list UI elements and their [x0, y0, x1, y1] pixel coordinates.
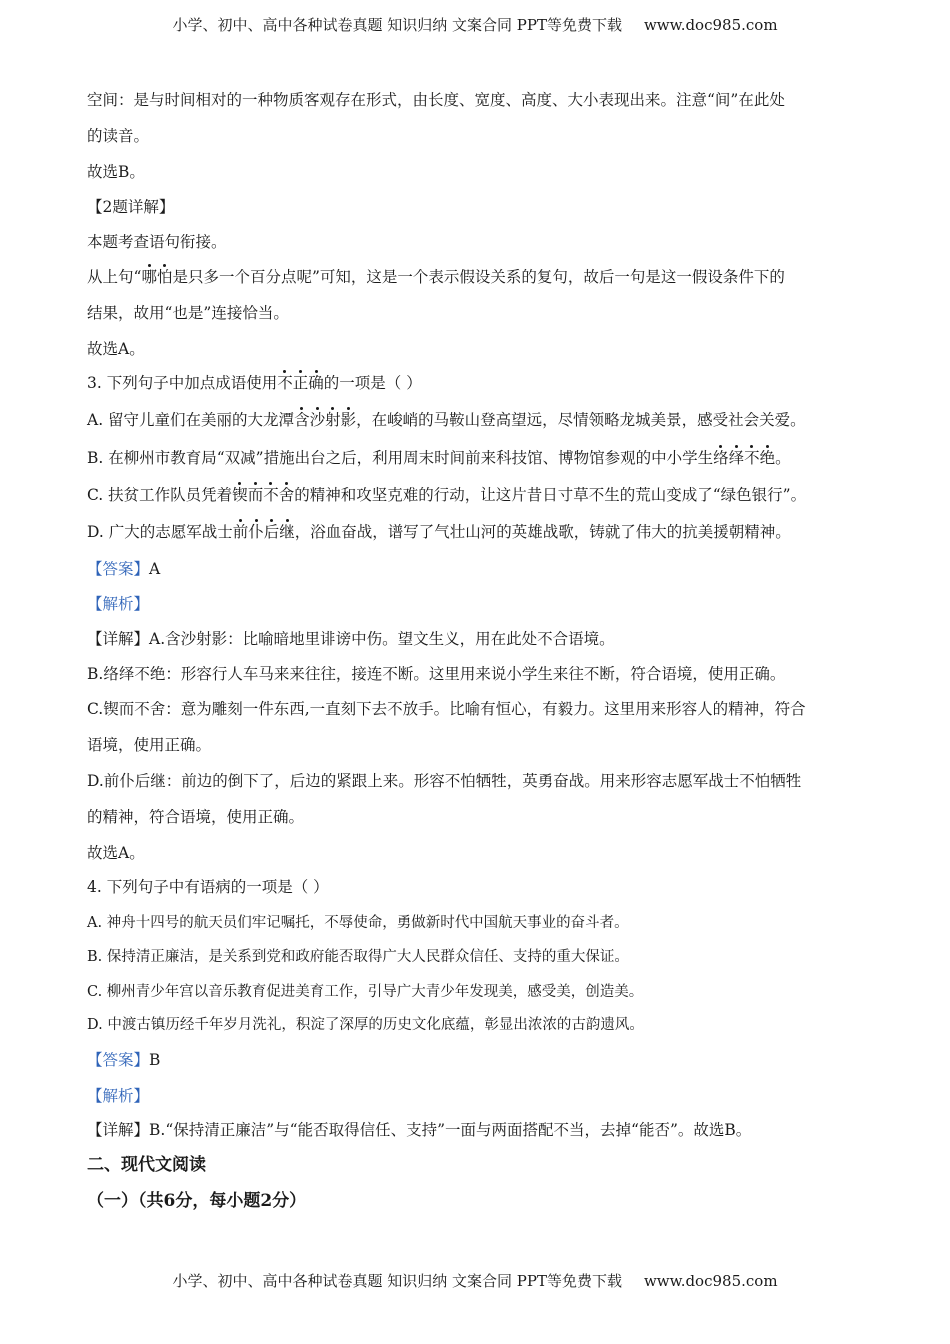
analysis-label: 【解析】	[87, 1087, 150, 1105]
header-site: www.doc985.com	[643, 16, 778, 34]
emphasis-char: 后	[263, 523, 280, 541]
emphasis-char: 不	[744, 449, 760, 467]
text-line: 故选A。	[87, 340, 145, 358]
emphasis-char: 不	[263, 486, 279, 504]
text-line: 结果，故用“也是”连接恰当。	[87, 304, 289, 322]
footer-text: 小学、初中、高中各种试卷真题 知识归纳 文案合同 PPT等免费下载	[172, 1272, 622, 1290]
emphasis-char: 射	[325, 411, 341, 429]
subanswer-heading: 【2题详解】	[87, 198, 175, 216]
emphasis-char: 仆	[248, 523, 264, 541]
text-line: 语境，使用正确。	[87, 736, 212, 754]
option-d: D. 中渡古镇历经千年岁月洗礼，积淀了深厚的历史文化底蕴，彰显出浓浓的古韵遗风。	[87, 1017, 644, 1033]
option-c: C. 柳州青少年宫以音乐教育促进美育工作，引导广大青少年发现美，感受美，创造美。	[87, 984, 644, 1000]
answer-4	[87, 1050, 160, 1070]
option-b: B. 在柳州市教育局“双减”措施出台之后，利用周末时间前来科技馆、博物馆参观的中小学生络绎不绝。	[87, 449, 791, 467]
text-line: 空间：是与时间相对的一种物质客观存在形式，由长度、宽度、高度、大小表现出来。注意“间”在此处	[87, 91, 785, 109]
footer-site: www.doc985.com	[643, 1272, 778, 1290]
text-line: 【详解】B.“保持清正廉洁”与“能否取得信任、支持”一面与两面搭配不当，去掉“能否”。故选B。	[87, 1121, 752, 1139]
answer-value: B	[149, 1051, 161, 1069]
text-line: 的读音。	[87, 127, 150, 145]
emphasis-char: 影	[340, 411, 357, 429]
option-b: B. 保持清正廉洁，是关系到党和政府能否取得广大人民群众信任、支持的重大保证。	[87, 949, 629, 965]
emphasis-char: 继	[279, 523, 295, 541]
header-text: 小学、初中、高中各种试卷真题 知识归纳 文案合同 PPT等免费下载	[172, 16, 622, 34]
text-line: 【详解】A.含沙射影：比喻暗地里诽谤中伤。望文生义，用在此处不合语境。	[87, 630, 615, 648]
text-line: D.前仆后继：前边的倒下了，后边的紧跟上来。形容不怕牺牲，英勇奋战。用来形容志愿军战士不怕牺牲	[87, 772, 802, 790]
option-a: A. 神舟十四号的航天员们牢记嘱托，不辱使命，勇做新时代中国航天事业的奋斗者。	[87, 915, 629, 931]
emphasis-char: 绝	[759, 449, 776, 467]
emphasis-char: 怕	[156, 268, 173, 286]
emphasis-char: 舍	[278, 486, 295, 504]
answer-label: 【答案】	[87, 1051, 150, 1069]
answer-3	[87, 559, 160, 579]
text-line: 故选B。	[87, 163, 145, 181]
emphasis-char: 不	[277, 374, 293, 392]
text-line: 故选A。	[87, 844, 145, 862]
emphasis-char: 沙	[309, 411, 326, 429]
text-line: 的精神，符合语境，使用正确。	[87, 808, 305, 826]
emphasis-char: 哪	[141, 268, 157, 286]
option-a: A. 留守儿童们在美丽的大龙潭含沙射影，在峻峭的马鞍山登高望远，尽情领略龙城美景，感受社会关爱。	[87, 411, 806, 429]
emphasis-char: 络	[713, 449, 729, 467]
text-line: 从上句“哪怕是只多一个百分点呢”可知，这是一个表示假设关系的复句，故后一句是这一假设条件下的	[87, 268, 785, 286]
emphasis-char: 正	[292, 374, 309, 392]
text-line: B.络绎不绝：形容行人车马来来往往，接连不断。这里用来说小学生来往不断，符合语境，使用正确。	[87, 665, 786, 683]
question-3: 3. 下列句子中加点成语使用不正确的一项是（ ）	[87, 374, 422, 392]
answer-label: 【答案】	[87, 560, 150, 578]
question-4: 4. 下列句子中有语病的一项是（ ）	[87, 878, 329, 896]
option-d: D. 广大的志愿军战士前仆后继，浴血奋战，谱写了气壮山河的英雄战歌，铸就了伟大的抗美援朝精神。	[87, 523, 791, 541]
option-c: C. 扶贫工作队员凭着锲而不舍的精神和攻坚克难的行动，让这片昔日寸草不生的荒山变成了“绿色银行”。	[87, 486, 807, 504]
emphasis-char: 含	[294, 411, 310, 429]
subsection-heading: （一）（共6分，每小题2分）	[87, 1191, 307, 1211]
text-line: 本题考查语句衔接。	[87, 233, 227, 251]
emphasis-char: 而	[247, 486, 264, 504]
page-footer	[0, 1270, 950, 1291]
analysis-label: 【解析】	[87, 595, 150, 613]
emphasis-char: 绎	[728, 449, 745, 467]
emphasis-char: 确	[308, 374, 324, 392]
text-line: C.锲而不舍：意为雕刻一件东西,一直刻下去不放手。比喻有恒心，有毅力。这里用来形容人的精神，符合	[87, 700, 806, 718]
emphasis-char: 锲	[232, 486, 248, 504]
page-header	[0, 14, 950, 35]
emphasis-char: 前	[232, 523, 249, 541]
answer-value: A	[149, 560, 161, 578]
section-heading: 二、现代文阅读	[87, 1155, 206, 1175]
